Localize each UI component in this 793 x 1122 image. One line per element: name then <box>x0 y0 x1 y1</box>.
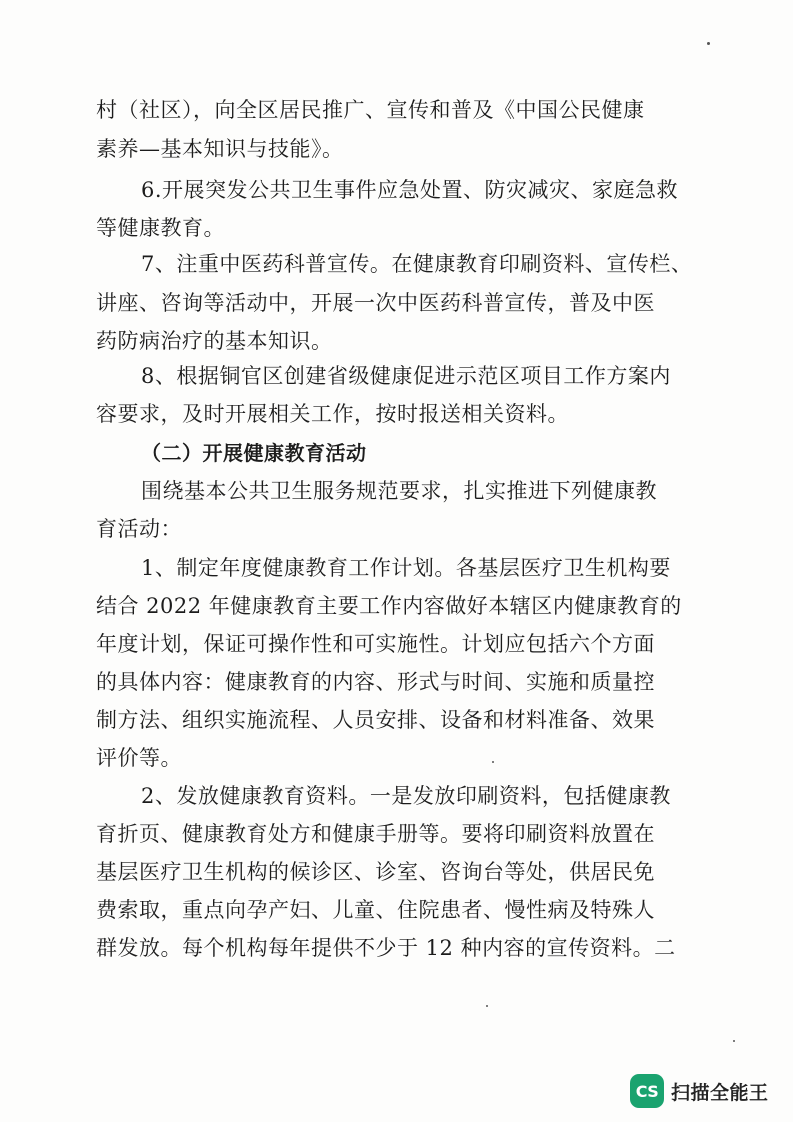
scan-speck <box>707 42 710 45</box>
text-line: 年度计划，保证可操作性和可实施性。计划应包括六个方面 <box>96 632 655 656</box>
watermark-label: 扫描全能王 <box>671 1081 769 1104</box>
text-line: 容要求，及时开展相关工作，按时报送相关资料。 <box>96 402 569 426</box>
text-line: 基层医疗卫生机构的候诊区、诊室、咨询台等处，供居民免 <box>96 860 655 884</box>
text-line: 7、注重中医药科普宣传。在健康教育印刷资料、宣传栏、 <box>141 252 693 276</box>
section-heading: （二）开展健康教育活动 <box>141 441 367 465</box>
text-line: 育折页、健康教育处方和健康手册等。要将印刷资料放置在 <box>96 822 655 846</box>
scan-speck <box>733 1040 735 1042</box>
text-line: 等健康教育。 <box>96 216 225 240</box>
text-line: 群发放。每个机构每年提供不少于 12 种内容的宣传资料。二 <box>96 936 676 960</box>
text-line: 讲座、咨询等活动中，开展一次中医药科普宣传，普及中医 <box>96 291 655 315</box>
text-line: 6.开展突发公共卫生事件应急处置、防灾减灾、家庭急救 <box>141 178 679 202</box>
text-line: 1、制定年度健康教育工作计划。各基层医疗卫生机构要 <box>141 556 671 580</box>
camscanner-watermark <box>630 1074 769 1108</box>
text-line: 8、根据铜官区创建省级健康促进示范区项目工作方案内 <box>141 364 671 388</box>
text-line: 素养—基本知识与技能》。 <box>96 137 344 161</box>
text-line: 的具体内容：健康教育的内容、形式与时间、实施和质量控 <box>96 670 655 694</box>
scan-speck <box>492 761 494 763</box>
text-line: 结合 2022 年健康教育主要工作内容做好本辖区内健康教育的 <box>96 594 682 618</box>
text-line: 育活动： <box>96 517 182 541</box>
text-line: 制方法、组织实施流程、人员安排、设备和材料准备、效果 <box>96 708 655 732</box>
text-line: 费索取，重点向孕产妇、儿童、住院患者、慢性病及特殊人 <box>96 898 655 922</box>
text-line: 药防病治疗的基本知识。 <box>96 329 333 353</box>
text-line: 围绕基本公共卫生服务规范要求，扎实推进下列健康教 <box>141 479 657 503</box>
text-line: 评价等。 <box>96 746 182 770</box>
text-line: 村（社区），向全区居民推广、宣传和普及《中国公民健康 <box>96 98 645 122</box>
scan-speck <box>486 1005 488 1007</box>
text-line: 2、发放健康教育资料。一是发放印刷资料，包括健康教 <box>141 784 671 808</box>
camscanner-logo-icon: CS <box>630 1074 664 1108</box>
